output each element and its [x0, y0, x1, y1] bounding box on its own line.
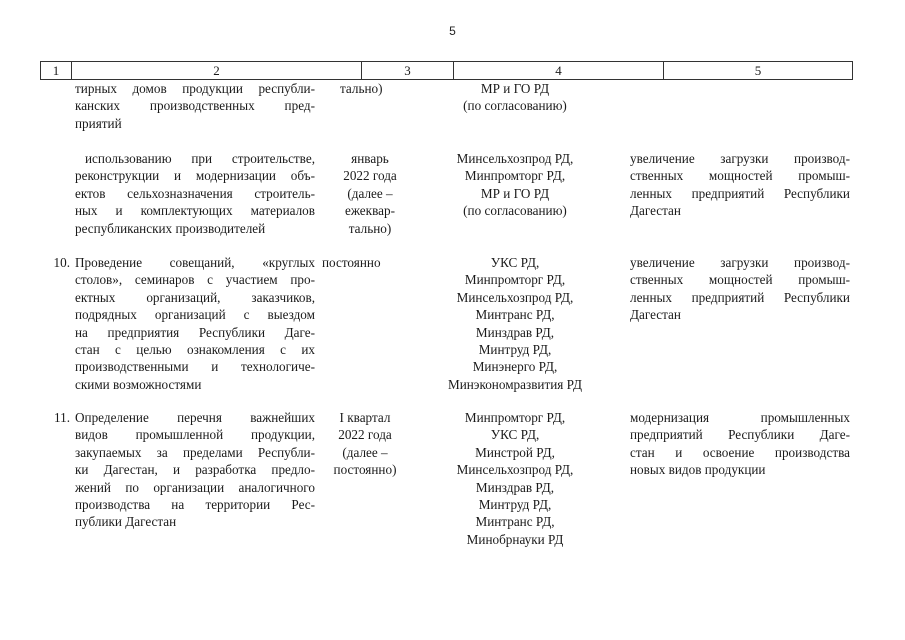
description-line: публики Дагестан — [75, 514, 177, 530]
responsible-line: Минобрнауки РД — [466, 531, 564, 547]
description-line: скими возможностями — [75, 376, 202, 392]
description-line: подрядных организаций с выездом — [75, 307, 315, 323]
description-line: столов», семинаров с участием про- — [75, 272, 315, 288]
row-responsible — [430, 409, 600, 548]
description-line: республиканских производителей — [75, 220, 266, 236]
responsible-line: МР и ГО РД — [480, 185, 550, 201]
date-line: январь — [351, 151, 389, 166]
date-line: тально) — [340, 81, 383, 96]
row-responsible — [430, 80, 600, 115]
date-line: I квартал — [339, 410, 391, 425]
responsible-line: УКС РД, — [490, 255, 540, 270]
header-col-4: 4 — [453, 62, 663, 79]
row-date — [330, 150, 410, 237]
result-line: Дагестан — [630, 203, 681, 219]
row-responsible — [430, 150, 600, 220]
row-description — [75, 80, 315, 132]
responsible-line: Минтранс РД, — [475, 514, 555, 530]
page-number: 5 — [449, 24, 456, 38]
result-line: стан и освоение производства — [630, 444, 850, 460]
result-line: ственных мощностей промыш- — [630, 272, 850, 288]
row-result — [630, 150, 850, 220]
description-line: закупаемых за пределами Республи- — [75, 444, 315, 460]
date-line: тально) — [348, 220, 392, 236]
date-line: 2022 года — [343, 168, 397, 184]
description-line: Определение перечня важнейших — [75, 410, 315, 425]
description-line: тирных домов продукции республи- — [75, 81, 315, 96]
header-col-1: 1 — [40, 62, 71, 79]
responsible-line: Минпромторг РД, — [464, 272, 566, 288]
result-line: новых видов продукции — [630, 462, 766, 478]
description-line: ных и комплектующих материалов — [75, 203, 315, 219]
row-date — [322, 254, 402, 271]
responsible-line: Минздрав РД, — [475, 479, 555, 495]
header-col-5: 5 — [663, 62, 853, 79]
responsible-line: Минтранс РД, — [475, 307, 555, 323]
description-line: жений по организации аналогичного — [75, 479, 315, 495]
responsible-line: Минтруд РД, — [478, 342, 552, 358]
result-line: предприятий Республики Даге- — [630, 427, 850, 443]
description-line: реконструкции и модернизации объ- — [75, 168, 315, 184]
description-line: ки Дагестан, и разработка предло- — [75, 462, 315, 478]
responsible-line: Минстрой РД, — [475, 444, 555, 460]
date-line: постоянно — [322, 255, 381, 270]
responsible-line: Минэкономразвития РД — [447, 376, 583, 392]
row-date — [340, 80, 420, 97]
responsible-line: Минсельхозпрод РД, — [456, 151, 574, 166]
row-description — [75, 150, 315, 237]
row-number: 11. — [54, 410, 70, 425]
responsible-line: Минздрав РД, — [475, 324, 555, 340]
responsible-line: Минпромторг РД, — [464, 168, 566, 184]
description-line: использованию при строительстве, — [85, 151, 315, 166]
responsible-line: Минтруд РД, — [478, 497, 552, 513]
result-line: увеличение загрузки производ- — [630, 151, 850, 166]
responsible-line: Минэнерго РД, — [472, 359, 558, 375]
responsible-line: Минсельхозпрод РД, — [456, 462, 574, 478]
description-line: приятий — [75, 115, 122, 131]
date-line: (далее – — [347, 185, 393, 201]
responsible-line: Минсельхозпрод РД, — [456, 289, 574, 305]
row-number: 10. — [53, 255, 70, 270]
row-result — [630, 409, 850, 479]
row-description — [75, 409, 315, 531]
header-col-2: 2 — [71, 62, 361, 79]
date-line: ежеквар- — [345, 203, 395, 219]
date-line: 2022 года — [338, 427, 392, 443]
result-line: увеличение загрузки производ- — [630, 255, 850, 270]
description-line: производства на территории Рес- — [75, 497, 315, 513]
row-result — [630, 254, 850, 324]
result-line: ственных мощностей промыш- — [630, 168, 850, 184]
row-date — [325, 409, 405, 479]
description-line: производственными и технологиче- — [75, 359, 315, 375]
row-description — [75, 254, 315, 393]
description-line: видов промышленной продукции, — [75, 427, 315, 443]
description-line: Проведение совещаний, «круглых — [75, 255, 315, 270]
result-line: модернизация промышленных — [630, 410, 850, 425]
result-line: ленных предприятий Республики — [630, 289, 850, 305]
responsible-line: (по согласованию) — [463, 98, 567, 114]
description-line: на предприятия Республики Даге- — [75, 324, 315, 340]
table-header-row — [40, 61, 853, 80]
responsible-line: (по согласованию) — [463, 203, 567, 219]
responsible-line: УКС РД, — [490, 427, 540, 443]
description-line: ектов сельхозназначения строитель- — [75, 185, 315, 201]
result-line: ленных предприятий Республики — [630, 185, 850, 201]
result-line: Дагестан — [630, 307, 681, 323]
description-line: канских производственных пред- — [75, 98, 315, 114]
date-line: (далее – — [342, 444, 388, 460]
row-responsible — [430, 254, 600, 393]
description-line: стан с целью ознакомления с их — [75, 342, 315, 358]
description-line: ектных организаций, заказчиков, — [75, 289, 315, 305]
responsible-line: Минпромторг РД, — [464, 410, 566, 425]
date-line: постоянно) — [333, 462, 397, 478]
header-col-3: 3 — [361, 62, 453, 79]
responsible-line: МР и ГО РД — [480, 81, 550, 96]
